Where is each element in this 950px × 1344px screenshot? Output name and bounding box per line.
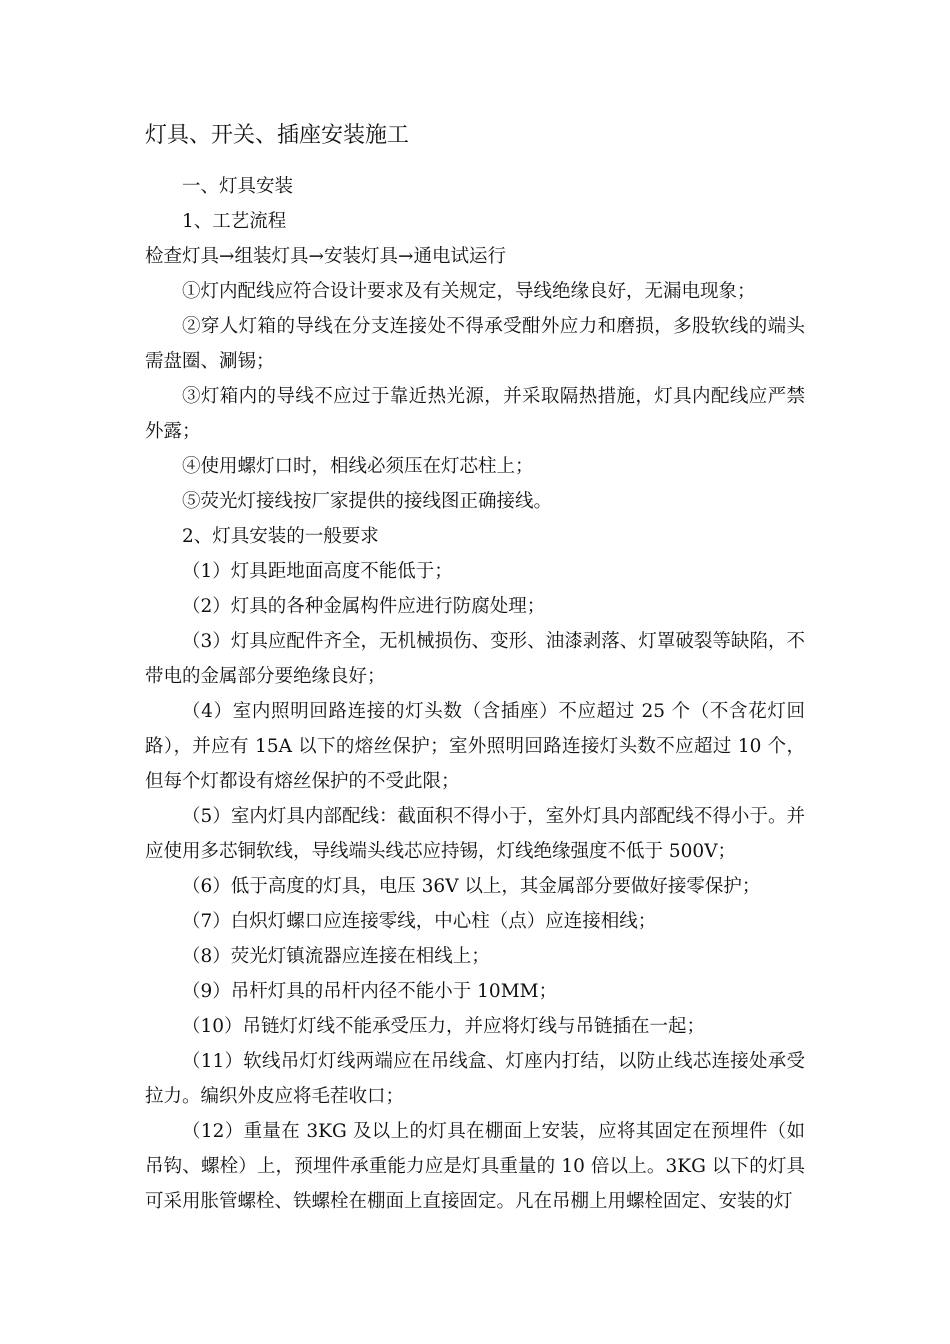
paragraph: 一、灯具安装 (182, 176, 294, 197)
paragraph: （8）荧光灯镇流器应连接在相线上； (182, 946, 490, 967)
document-title: 灯具、开关、插座安装施工 (145, 123, 410, 148)
paragraph: （4）室内照明回路连接的灯头数（含插座）不应超过 25 个（不含花灯回路），并应有 15A 以下的熔丝保护；室外照明回路连接灯头数不应超过 10 个，但每个灯都设有熔丝保护的不受此限； (145, 701, 805, 792)
paragraph: ①灯内配线应符合设计要求及有关规定，导线绝缘良好，无漏电现象； (182, 281, 756, 302)
paragraph: （7）白炽灯螺口应连接零线，中心柱（点）应连接相线； (182, 911, 657, 932)
paragraph: （12）重量在 3KG 及以上的灯具在棚面上安装，应将其固定在预埋件（如吊钩、螺栓）上，预埋件承重能力应是灯具重量的 10 倍以上。3KG 以下的灯具可采用胀管螺栓、铁螺栓在棚面上直接固定。凡在吊棚上用螺栓固定、安装的灯 (145, 1121, 805, 1212)
paragraph: ③灯箱内的导线不应过于靠近热光源，并采取隔热措施，灯具内配线应严禁外露； (145, 386, 805, 442)
paragraph: ②穿人灯箱的导线在分支连接处不得承受酣外应力和磨损，多股软线的端头需盘圈、涮锡； (145, 316, 805, 372)
paragraph: 2、灯具安装的一般要求 (182, 526, 379, 547)
paragraph: 检查灯具→组装灯具→安装灯具→通电试运行 (145, 246, 507, 267)
paragraph: （1）灯具距地面高度不能低于； (182, 561, 453, 582)
paragraph: （10）吊链灯灯线不能承受压力，并应将灯线与吊链插在一起； (182, 1016, 706, 1037)
paragraph: （6）低于高度的灯具，电压 36V 以上，其金属部分要做好接零保护； (182, 876, 761, 897)
paragraph: （5）室内灯具内部配线：截面积不得小于，室外灯具内部配线不得小于。并应使用多芯铜软线，导线端头线芯应持锡，灯线绝缘强度不低于 500V； (145, 806, 805, 862)
paragraph: ④使用螺灯口时，相线必须压在灯芯柱上； (182, 456, 534, 477)
paragraph: （9）吊杆灯具的吊杆内径不能小于 10MM； (182, 981, 558, 1002)
paragraph: （3）灯具应配件齐全，无机械损伤、变形、油漆剥落、灯罩破裂等缺陷，不带电的金属部分要绝缘良好； (145, 631, 805, 687)
paragraph: （11）软线吊灯灯线两端应在吊线盒、灯座内打结，以防止线芯连接处承受拉力。编织外皮应将毛茬收口； (145, 1051, 805, 1107)
document-body (145, 169, 805, 1219)
paragraph: （2）灯具的各种金属构件应进行防腐处理； (182, 596, 546, 617)
paragraph: 1、工艺流程 (182, 211, 287, 232)
paragraph: ⑤荧光灯接线按厂家提供的接线图正确接线。 (182, 491, 553, 512)
